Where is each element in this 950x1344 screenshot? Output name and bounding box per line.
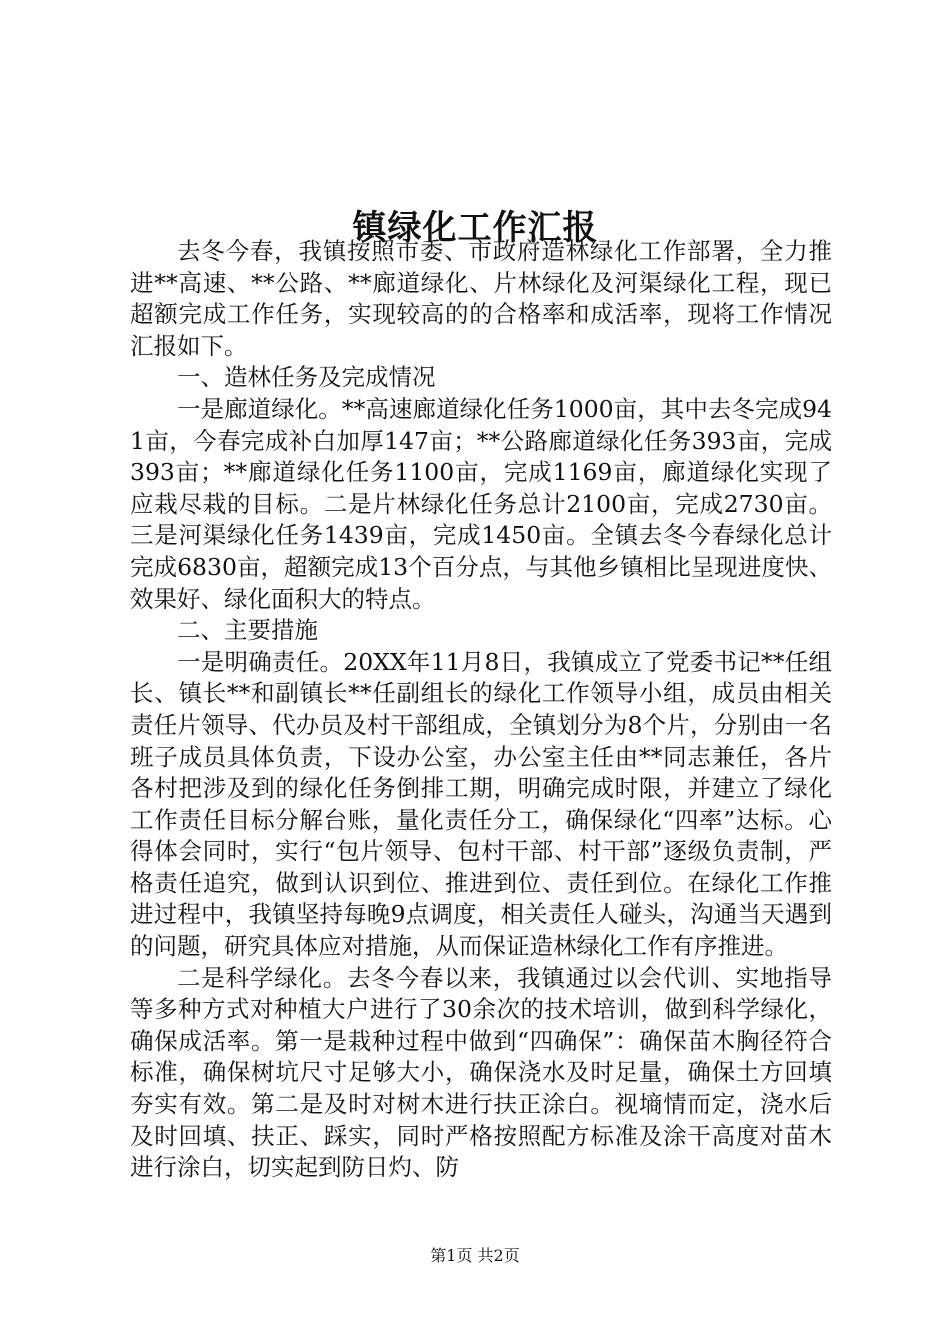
intro-paragraph: 去冬今春，我镇按照市委、市政府造林绿化工作部署，全力推进**高速、**公路、**廊道绿化、片林绿化及河渠绿化工程，现已超额完成工作任务，实现较高的的合格率和成活率，现将工作情况汇报如下。	[130, 237, 832, 360]
page-number-footer: 第1页 共2页	[430, 1246, 520, 1265]
section-heading-2: 二、主要措施	[177, 616, 318, 645]
section-heading-1: 一、造林任务及完成情况	[177, 363, 436, 392]
document-title: 镇绿化工作汇报	[352, 207, 598, 248]
paragraph-scientific-greening: 二是科学绿化。去冬今春以来，我镇通过以会代训、实地指导等多种方式对种植大户进行了30余次的技术培训，做到科学绿化，确保成活率。第一是栽种过程中做到“四确保”：确保苗木胸径符合标准，确保树坑尺寸足够大小，确保浇水及时足量，确保土方回填夯实有效。第二是及时对树木进行扶正涂白。视墒情而定，浇水后及时回填、扶正、踩实，同时严格按照配方标准及涂干高度对苗木进行涂白，切实起到防日灼、防	[130, 963, 832, 1182]
paragraph-corridor-greening: 一是廊道绿化。**高速廊道绿化任务1000亩，其中去冬完成941亩，今春完成补白加厚147亩；**公路廊道绿化任务393亩，完成393亩；**廊道绿化任务1100亩，完成1169亩，廊道绿化实现了应栽尽栽的目标。二是片林绿化任务总计2100亩，完成2730亩。三是河渠绿化任务1439亩，完成1450亩。全镇去冬今春绿化总计完成6830亩，超额完成13个百分点，与其他乡镇相比呈现进度快、效果好、绿化面积大的特点。	[130, 394, 832, 613]
paragraph-responsibility: 一是明确责任。20XX年11月8日，我镇成立了党委书记**任组长、镇长**和副镇长**任副组长的绿化工作领导小组，成员由相关责任片领导、代办员及村干部组成，全镇划分为8个片，分别由一名班子成员具体负责，下设办公室，办公室主任由**同志兼任，各片各村把涉及到的绿化任务倒排工期，明确完成时限，并建立了绿化工作责任目标分解台账，量化责任分工，确保绿化“四率”达标。心得体会同时，实行“包片领导、包村干部、村干部”逐级负责制，严格责任追究，做到认识到位、推进到位、责任到位。在绿化工作推进过程中，我镇坚持每晚9点调度，相关责任人碰头，沟通当天遇到的问题，研究具体应对措施，从而保证造林绿化工作有序推进。	[130, 647, 832, 961]
document-body	[130, 236, 832, 1184]
